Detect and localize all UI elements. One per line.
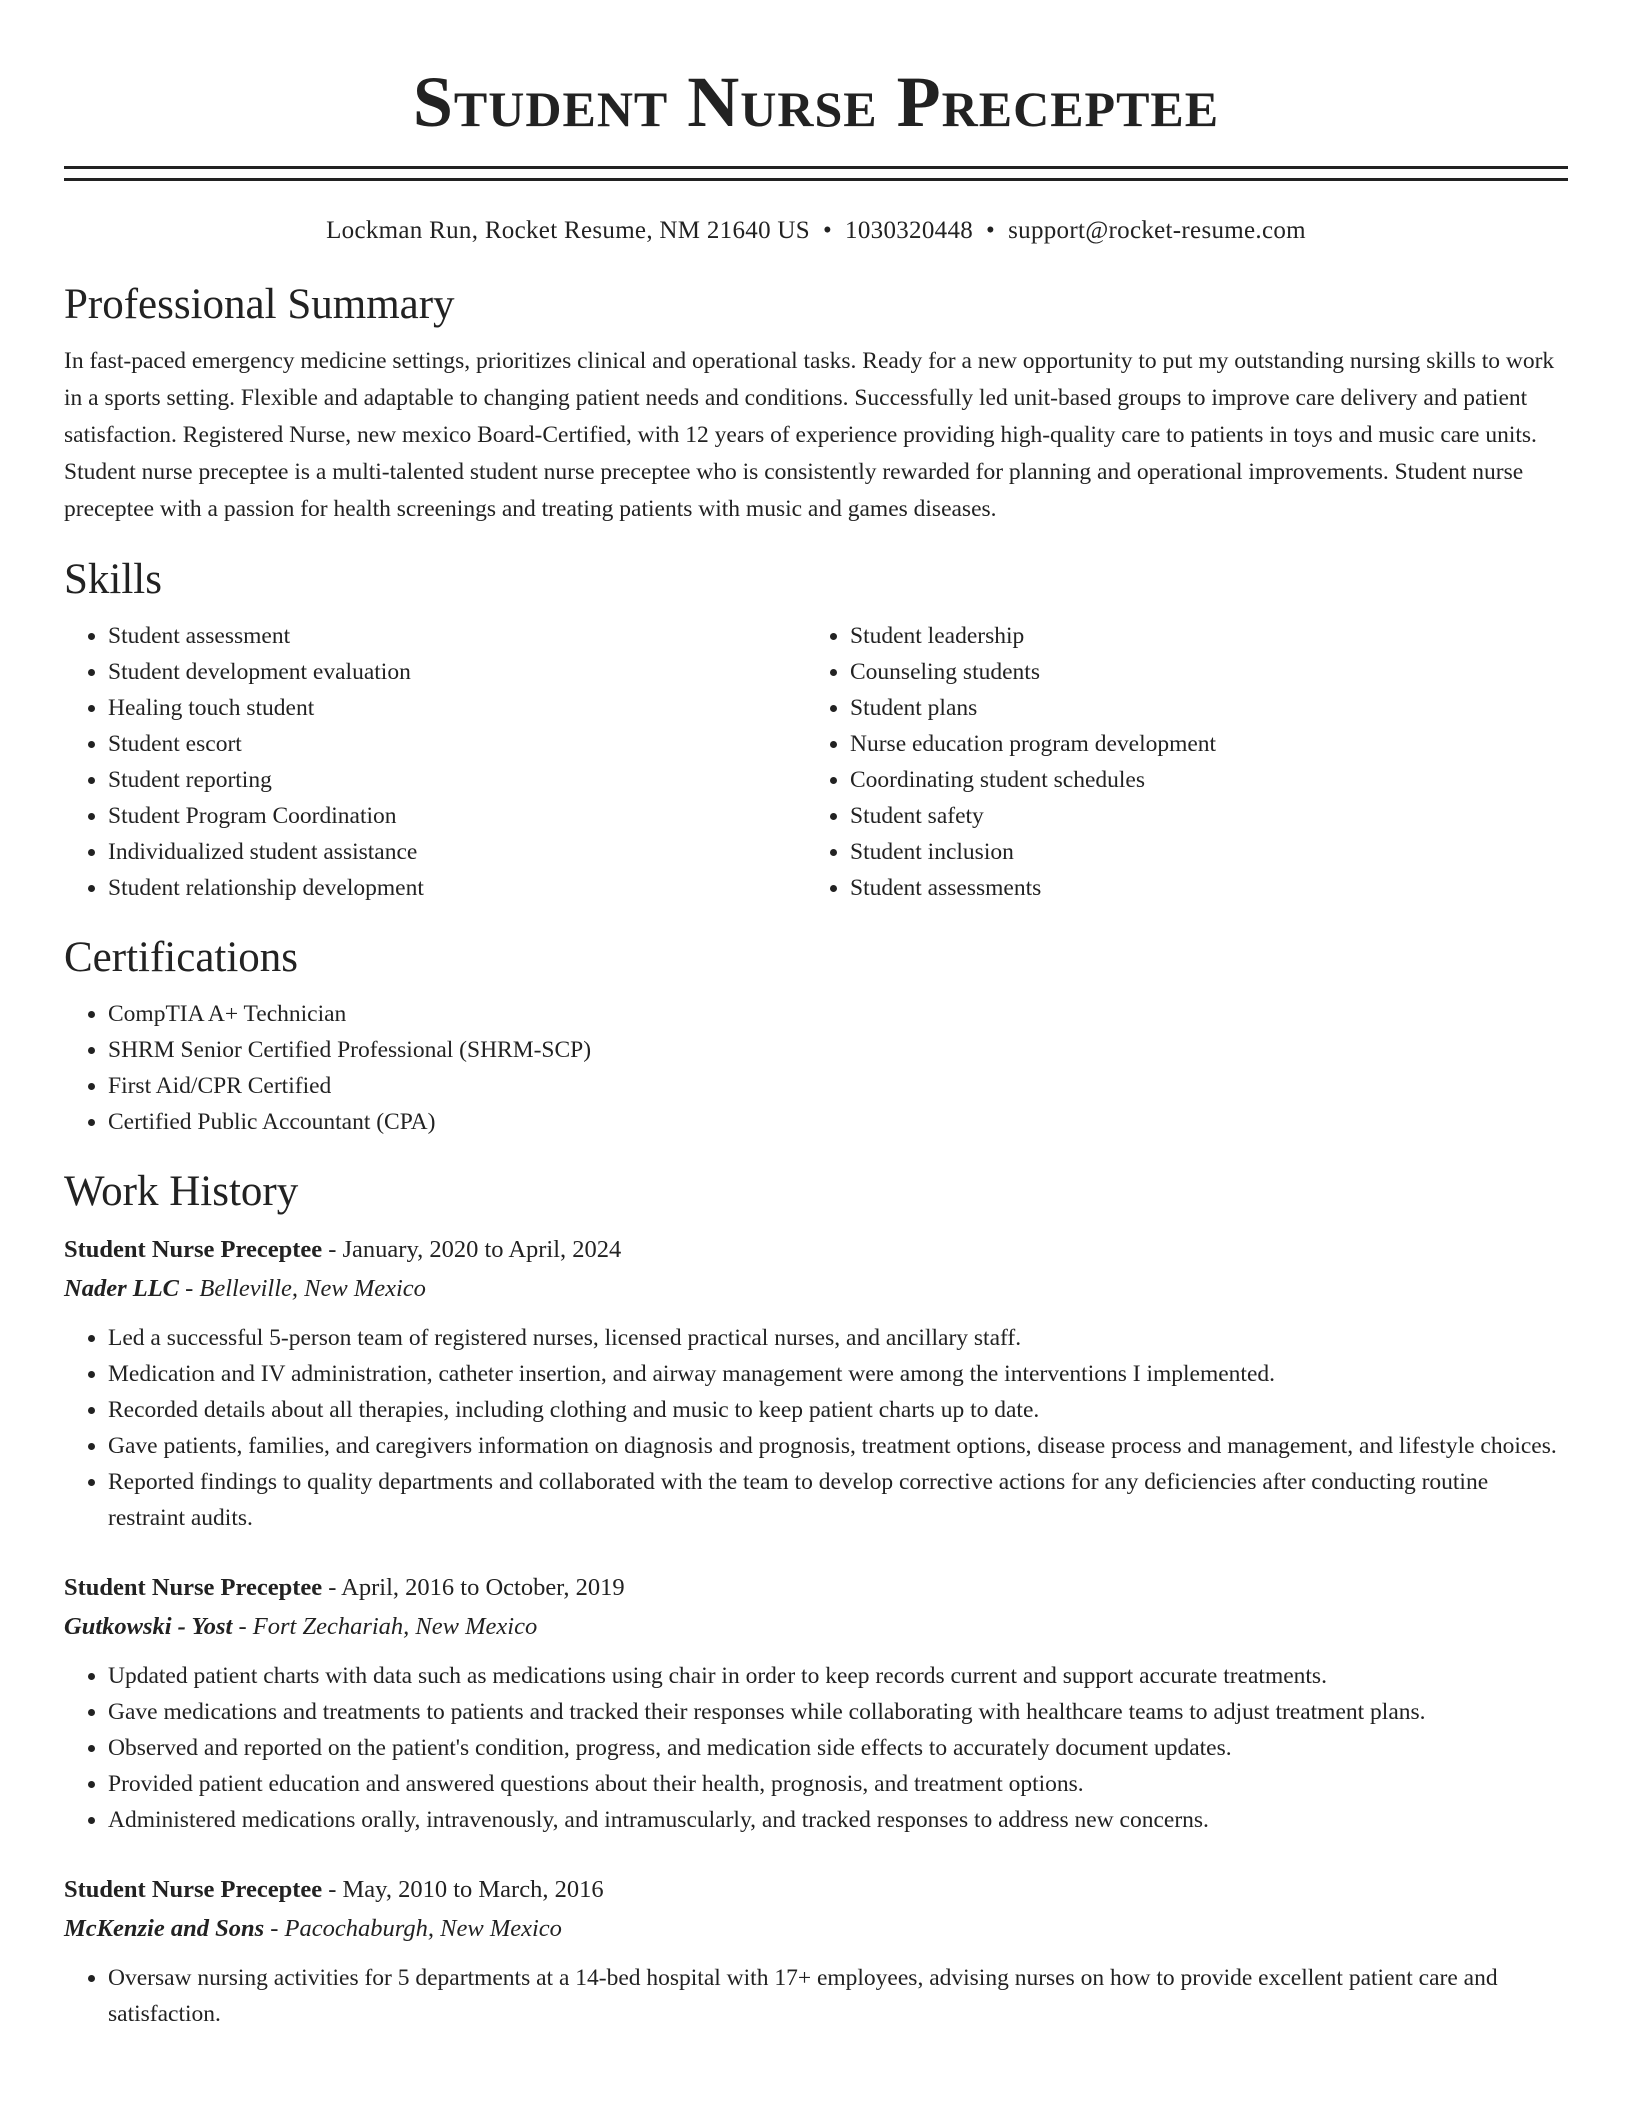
contact-line: [64, 215, 1568, 247]
job-entry: [64, 1870, 1568, 2032]
skill-item: • Student development evaluation: [108, 654, 806, 690]
certification-item: • SHRM Senior Certified Professional (SHRM-SCP): [108, 1032, 1568, 1068]
job-bullet: • Updated patient charts with data such as medications using chair in order to keep records current and support accurate treatments.: [108, 1658, 1568, 1694]
job-bullet: • Observed and reported on the patient's condition, progress, and medication side effects to accurately document updates.: [108, 1730, 1568, 1766]
job-header: [64, 1230, 1568, 1269]
job-bullets: [64, 1658, 1568, 1838]
job-location: - Fort Zechariah, New Mexico: [232, 1613, 538, 1640]
skills-list-left: [64, 618, 806, 906]
job-location: - Pacochaburgh, New Mexico: [264, 1915, 562, 1942]
job-bullets: [64, 1320, 1568, 1536]
job-bullet: • Gave medications and treatments to patients and tracked their responses while collaborating with healthcare teams to adjust treatment plans.: [108, 1694, 1568, 1730]
certifications-list: [64, 996, 1568, 1140]
skills-columns: [64, 618, 1568, 906]
job-title: Student Nurse Preceptee: [64, 1574, 323, 1601]
header-double-rule: [64, 166, 1568, 181]
skill-item: • Student relationship development: [108, 870, 806, 906]
skill-item: • Student Program Coordination: [108, 798, 806, 834]
skill-item: • Student escort: [108, 726, 806, 762]
skills-list-right: [806, 618, 1548, 906]
contact-address: Lockman Run, Rocket Resume, NM 21640 US: [326, 217, 810, 244]
skill-item: • Student reporting: [108, 762, 806, 798]
job-employer: [64, 1607, 1568, 1646]
job-header: [64, 1568, 1568, 1607]
job-dates: - May, 2010 to March, 2016: [322, 1876, 604, 1903]
job-title: Student Nurse Preceptee: [64, 1236, 323, 1263]
job-company: Nader LLC: [64, 1275, 179, 1302]
job-bullet: • Oversaw nursing activities for 5 departments at a 14-bed hospital with 17+ employees, advising nurses on how to provide excellent patient care and satisfaction.: [108, 1960, 1568, 2032]
contact-email: support@rocket-resume.com: [1008, 217, 1306, 244]
job-entry: [64, 1568, 1568, 1838]
job-bullet: • Medication and IV administration, catheter insertion, and airway management were among the interventions I implemented.: [108, 1356, 1568, 1392]
job-title: Student Nurse Preceptee: [64, 1876, 323, 1903]
certification-item: • Certified Public Accountant (CPA): [108, 1104, 1568, 1140]
skill-item: • Student leadership: [850, 618, 1548, 654]
job-bullets: [64, 1960, 1568, 2032]
job-bullet: • Led a successful 5-person team of registered nurses, licensed practical nurses, and ancillary staff.: [108, 1320, 1568, 1356]
job-bullet: • Reported findings to quality departments and collaborated with the team to develop corrective actions for any deficiencies after conducting routine restraint audits.: [108, 1464, 1568, 1536]
contact-phone: 1030320448: [845, 217, 974, 244]
job-bullet: • Gave patients, families, and caregivers information on diagnosis and prognosis, treatment options, disease process and management, and lifestyle choices.: [108, 1428, 1568, 1464]
job-company: McKenzie and Sons: [64, 1915, 265, 1942]
job-bullet: • Recorded details about all therapies, including clothing and music to keep patient charts up to date.: [108, 1392, 1568, 1428]
job-employer: [64, 1269, 1568, 1308]
skill-item: • Individualized student assistance: [108, 834, 806, 870]
skill-item: • Student safety: [850, 798, 1548, 834]
work-history-heading: Work History: [64, 1168, 299, 1215]
job-location: - Belleville, New Mexico: [179, 1275, 426, 1302]
job-dates: - January, 2020 to April, 2024: [322, 1236, 622, 1263]
certification-item: • First Aid/CPR Certified: [108, 1068, 1568, 1104]
skill-item: • Counseling students: [850, 654, 1548, 690]
skill-item: • Student assessment: [108, 618, 806, 654]
skill-item: • Coordinating student schedules: [850, 762, 1548, 798]
contact-separator: •: [822, 217, 833, 244]
contact-separator: •: [986, 217, 996, 244]
skill-item: • Student assessments: [850, 870, 1548, 906]
job-bullet: • Administered medications orally, intravenously, and intramuscularly, and tracked responses to address new concerns.: [108, 1802, 1568, 1838]
job-bullet: • Provided patient education and answered questions about their health, prognosis, and treatment options.: [108, 1766, 1568, 1802]
summary-heading: Professional Summary: [64, 281, 455, 328]
skills-heading: Skills: [64, 556, 162, 603]
skill-item: • Student inclusion: [850, 834, 1548, 870]
certification-item: • CompTIA A+ Technician: [108, 996, 1568, 1032]
skill-item: • Nurse education program development: [850, 726, 1548, 762]
job-dates: - April, 2016 to October, 2019: [322, 1574, 625, 1601]
job-entry: [64, 1230, 1568, 1536]
summary-text: In fast-paced emergency medicine settings, prioritizes clinical and operational tasks. Ready for a new opportunity to put my outstanding nursing skills to work in a sports setting. Flexible and adaptable to changing patient needs and conditions. Successfully led unit-based groups to improve care delivery and patient satisfaction. Registered Nurse, new mexico Board-Certified, with 12 years of experience providing high-quality care to patients in toys and music care units. Student nurse preceptee is a multi-talented student nurse preceptee who is consistently rewarded for planning and operational improvements. Student nurse preceptee with a passion for health screenings and treating patients with music and games diseases.: [64, 348, 1555, 522]
candidate-name: Student Nurse Preceptee: [412, 62, 1220, 142]
job-company: Gutkowski - Yost: [64, 1613, 233, 1640]
job-header: [64, 1870, 1568, 1909]
job-employer: [64, 1909, 1568, 1948]
skill-item: • Healing touch student: [108, 690, 806, 726]
skill-item: • Student plans: [850, 690, 1548, 726]
certifications-heading: Certifications: [64, 934, 299, 981]
